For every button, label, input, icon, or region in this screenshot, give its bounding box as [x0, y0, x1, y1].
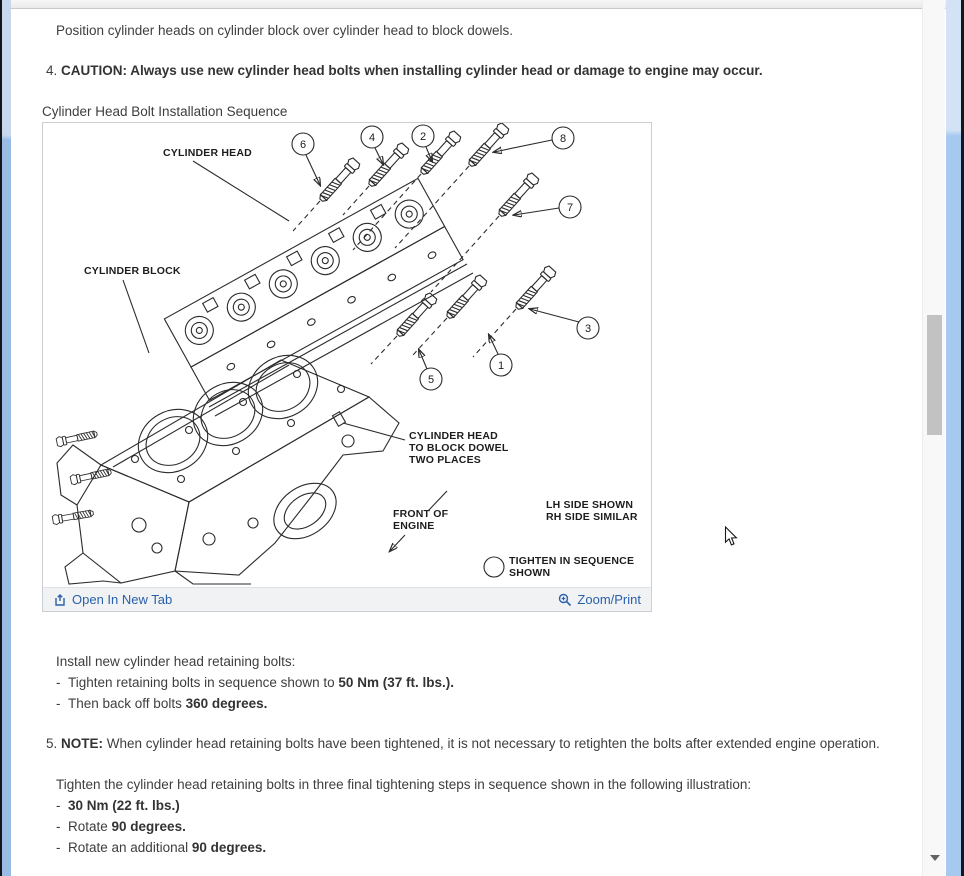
step-5-note: [46, 736, 880, 752]
svg-text:2: 2: [419, 131, 427, 143]
cylinder-head-drawing: [164, 178, 463, 400]
open-in-new-tab-link[interactable]: [53, 592, 172, 607]
scrollbar-thumb[interactable]: [927, 315, 942, 435]
engine-diagram-svg: [43, 123, 651, 587]
svg-text:5: 5: [427, 374, 435, 386]
label-front-of-engine: [390, 491, 449, 551]
step-number: 4.: [46, 63, 58, 78]
bullet-tighten-50nm: [56, 675, 454, 691]
bullet-rotate-additional-90: [56, 840, 266, 856]
zoom-print-icon: [558, 593, 572, 607]
step-number: 5.: [46, 736, 58, 751]
paragraph-position-heads: Position cylinder heads on cylinder block over cylinder head to block dowels.: [56, 23, 513, 38]
svg-text:6: 6: [299, 139, 307, 151]
bullet-text: Tighten retaining bolts in sequence shown to 50 Nm (37 ft. lbs.).: [68, 675, 454, 690]
svg-text:TIGHTEN IN SEQUENCE: TIGHTEN IN SEQUENCE: [509, 555, 635, 567]
svg-text:ENGINE: ENGINE: [393, 520, 435, 532]
svg-text:CYLINDER HEAD: CYLINDER HEAD: [163, 147, 252, 159]
label-lh-side: [546, 499, 638, 523]
callout-4: [361, 126, 383, 164]
callout-3: [530, 309, 599, 339]
svg-text:1: 1: [497, 360, 505, 372]
svg-text:4: 4: [368, 132, 376, 144]
svg-text:CYLINDER HEAD: CYLINDER HEAD: [409, 430, 498, 442]
svg-text:LH SIDE SHOWN: LH SIDE SHOWN: [546, 499, 634, 511]
callout-2: [412, 125, 434, 161]
bullet-text: Rotate an additional 90 degrees.: [68, 840, 267, 855]
bullet-dash: -: [56, 798, 61, 813]
vertical-scrollbar[interactable]: [922, 0, 945, 876]
window-left-blue-border: [2, 0, 11, 876]
label-tighten-in-sequence: [484, 555, 634, 579]
label-dowel: [343, 423, 509, 466]
bullet-rotate-90: [56, 819, 186, 835]
callout-6: [292, 133, 320, 185]
svg-text:TO BLOCK DOWEL: TO BLOCK DOWEL: [409, 442, 509, 454]
head-bolts: [52, 123, 557, 525]
engine-diagram[interactable]: [43, 123, 651, 587]
bullet-dash: -: [56, 675, 61, 690]
svg-text:FRONT OF: FRONT OF: [393, 508, 449, 520]
caution-text: CAUTION: Always use new cylinder head bolts when installing cylinder head or damage to engine may occur.: [61, 63, 763, 78]
install-heading: Install new cylinder head retaining bolts:: [56, 654, 296, 669]
bullet-30nm: [56, 798, 180, 814]
svg-text:CYLINDER BLOCK: CYLINDER BLOCK: [84, 265, 181, 277]
bullet-dash: -: [56, 819, 61, 834]
svg-text:8: 8: [559, 133, 567, 145]
zoom-print-label: Zoom/Print: [577, 592, 641, 607]
window-right-blue-border: [946, 0, 961, 876]
bullet-text: 30 Nm (22 ft. lbs.): [68, 798, 180, 813]
step-4-caution: [46, 63, 763, 79]
top-divider: [11, 0, 946, 9]
bullet-text: Then back off bolts 360 degrees.: [68, 696, 268, 711]
callout-5: [419, 350, 442, 390]
bullet-text: Rotate 90 degrees.: [68, 819, 186, 834]
svg-text:RH SIDE SIMILAR: RH SIDE SIMILAR: [546, 511, 638, 523]
figure-caption: Cylinder Head Bolt Installation Sequence: [42, 104, 288, 119]
figure-toolbar: [43, 587, 651, 611]
svg-text:7: 7: [566, 202, 574, 214]
callout-8: [494, 127, 574, 152]
note-text: NOTE: When cylinder head retaining bolts have been tightened, it is not necessary to retighten the bolts after extended engine operation.: [61, 736, 880, 751]
callout-1: [489, 335, 512, 376]
bullet-dash: -: [56, 696, 61, 711]
zoom-print-link[interactable]: [558, 592, 641, 607]
label-cylinder-block: [84, 265, 181, 353]
figure-panel: [42, 122, 652, 612]
label-cylinder-head: [163, 147, 289, 221]
svg-text:TWO PLACES: TWO PLACES: [409, 454, 481, 466]
svg-text:3: 3: [584, 323, 592, 335]
mouse-cursor: [724, 526, 739, 547]
open-in-new-tab-icon: [53, 593, 67, 607]
svg-text:SHOWN: SHOWN: [509, 567, 551, 579]
engine-block-drawing: [43, 123, 399, 584]
scrollbar-down-arrow[interactable]: [930, 855, 940, 861]
bullet-dash: -: [56, 840, 61, 855]
paragraph-three-steps: Tighten the cylinder head retaining bolts in three final tightening steps in sequence shown in the following illustration:: [56, 777, 752, 792]
callout-7: [514, 196, 581, 218]
bullet-back-off: [56, 696, 267, 712]
open-in-new-tab-label: Open In New Tab: [72, 592, 173, 607]
